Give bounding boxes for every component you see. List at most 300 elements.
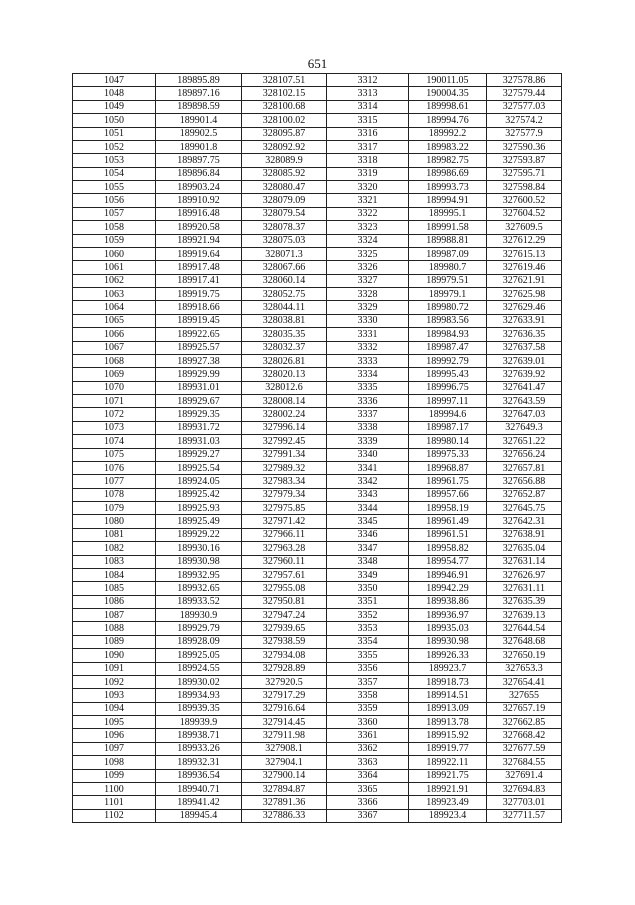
table-cell-point-id-left: 1057 [73, 207, 156, 220]
table-cell-x-left: 189931.01 [156, 381, 242, 394]
table-cell-point-id-left: 1084 [73, 568, 156, 581]
table-cell-point-id-left: 1051 [73, 127, 156, 140]
table-cell-point-id-left: 1101 [73, 796, 156, 809]
table-cell-point-id-left: 1094 [73, 702, 156, 715]
table-cell-y-right: 327593.87 [487, 154, 562, 167]
table-row [73, 595, 562, 608]
table-cell-x-left: 189929.35 [156, 408, 242, 421]
table-cell-y-left: 327894.87 [242, 782, 327, 795]
table-cell-point-id-left: 1089 [73, 635, 156, 648]
table-cell-point-id-left: 1095 [73, 716, 156, 729]
table-cell-y-left: 327900.14 [242, 769, 327, 782]
table-cell-point-id-right: 3329 [327, 301, 409, 314]
table-cell-point-id-left: 1073 [73, 421, 156, 434]
table-cell-y-left: 327947.24 [242, 609, 327, 622]
table-cell-point-id-right: 3338 [327, 421, 409, 434]
table-cell-x-right: 189935.03 [409, 622, 487, 635]
table-cell-point-id-right: 3318 [327, 154, 409, 167]
table-cell-point-id-left: 1049 [73, 100, 156, 113]
table-cell-y-right: 327649.3 [487, 421, 562, 434]
table-cell-y-right: 327574.2 [487, 114, 562, 127]
table-cell-y-right: 327677.59 [487, 742, 562, 755]
table-cell-x-left: 189910.92 [156, 194, 242, 207]
table-cell-point-id-left: 1081 [73, 528, 156, 541]
table-row [73, 247, 562, 260]
table-cell-point-id-right: 3324 [327, 234, 409, 247]
table-cell-y-left: 327891.36 [242, 796, 327, 809]
table-row [73, 181, 562, 194]
table-row [73, 328, 562, 341]
table-row [73, 769, 562, 782]
table-cell-x-left: 189902.5 [156, 127, 242, 140]
table-row [73, 475, 562, 488]
table-cell-point-id-left: 1050 [73, 114, 156, 127]
table-cell-x-right: 189988.81 [409, 234, 487, 247]
table-cell-x-left: 189932.65 [156, 582, 242, 595]
table-cell-point-id-left: 1102 [73, 809, 156, 822]
table-cell-x-right: 189993.73 [409, 181, 487, 194]
table-row [73, 502, 562, 515]
table-cell-point-id-right: 3350 [327, 582, 409, 595]
table-cell-y-right: 327657.19 [487, 702, 562, 715]
table-cell-y-left: 327886.33 [242, 809, 327, 822]
table-cell-y-left: 328079.09 [242, 194, 327, 207]
table-cell-x-left: 189917.48 [156, 261, 242, 274]
table-cell-point-id-right: 3325 [327, 247, 409, 260]
table-cell-x-left: 189921.94 [156, 234, 242, 247]
table-cell-point-id-left: 1088 [73, 622, 156, 635]
table-cell-point-id-right: 3335 [327, 381, 409, 394]
table-cell-y-left: 328052.75 [242, 288, 327, 301]
table-cell-point-id-left: 1053 [73, 154, 156, 167]
table-cell-y-left: 328044.11 [242, 301, 327, 314]
table-row [73, 74, 562, 87]
page-number: 651 [307, 56, 328, 71]
table-cell-x-left: 189939.35 [156, 702, 242, 715]
table-cell-y-left: 328100.68 [242, 100, 327, 113]
table-cell-x-right: 189997.11 [409, 395, 487, 408]
table-cell-x-right: 189991.58 [409, 221, 487, 234]
table-cell-point-id-right: 3361 [327, 729, 409, 742]
table-cell-x-right: 189918.73 [409, 675, 487, 688]
table-cell-point-id-right: 3333 [327, 354, 409, 367]
table-cell-y-left: 328067.66 [242, 261, 327, 274]
table-cell-x-right: 189923.4 [409, 809, 487, 822]
table-cell-x-right: 189914.51 [409, 689, 487, 702]
table-cell-x-left: 189919.75 [156, 288, 242, 301]
table-cell-y-right: 327643.59 [487, 395, 562, 408]
table-cell-x-right: 189942.29 [409, 582, 487, 595]
table-cell-x-right: 189995.1 [409, 207, 487, 220]
table-row [73, 261, 562, 274]
table-cell-y-right: 327656.88 [487, 475, 562, 488]
table-cell-point-id-left: 1074 [73, 435, 156, 448]
table-cell-point-id-left: 1059 [73, 234, 156, 247]
table-cell-point-id-left: 1065 [73, 314, 156, 327]
table-cell-y-left: 328107.51 [242, 74, 327, 87]
table-cell-x-right: 189980.14 [409, 435, 487, 448]
table-cell-y-left: 327920.5 [242, 675, 327, 688]
table-cell-y-left: 327975.85 [242, 502, 327, 515]
table-cell-point-id-right: 3332 [327, 341, 409, 354]
table-cell-y-right: 327579.44 [487, 87, 562, 100]
table-row [73, 488, 562, 501]
table-cell-y-right: 327633.91 [487, 314, 562, 327]
table-cell-point-id-right: 3342 [327, 475, 409, 488]
table-cell-y-left: 328095.87 [242, 127, 327, 140]
table-cell-x-left: 189919.64 [156, 247, 242, 260]
table-cell-point-id-right: 3353 [327, 622, 409, 635]
table-cell-y-left: 327939.65 [242, 622, 327, 635]
table-cell-x-right: 189975.33 [409, 448, 487, 461]
table-cell-x-left: 189895.89 [156, 74, 242, 87]
table-row [73, 408, 562, 421]
table-cell-point-id-left: 1067 [73, 341, 156, 354]
table-cell-point-id-left: 1066 [73, 328, 156, 341]
table-cell-point-id-left: 1082 [73, 542, 156, 555]
table-cell-x-right: 189961.75 [409, 475, 487, 488]
table-cell-y-left: 327934.08 [242, 649, 327, 662]
table-cell-y-left: 328012.6 [242, 381, 327, 394]
table-cell-y-right: 327694.83 [487, 782, 562, 795]
table-cell-point-id-left: 1097 [73, 742, 156, 755]
table-row [73, 354, 562, 367]
table-cell-point-id-left: 1071 [73, 395, 156, 408]
table-cell-x-right: 189979.1 [409, 288, 487, 301]
table-row [73, 622, 562, 635]
table-cell-point-id-left: 1063 [73, 288, 156, 301]
table-cell-x-left: 189932.95 [156, 568, 242, 581]
table-cell-point-id-right: 3323 [327, 221, 409, 234]
table-cell-x-right: 189923.49 [409, 796, 487, 809]
table-cell-x-left: 189929.99 [156, 368, 242, 381]
table-cell-y-right: 327635.39 [487, 595, 562, 608]
table-cell-y-right: 327684.55 [487, 756, 562, 769]
table-cell-point-id-left: 1087 [73, 609, 156, 622]
table-cell-point-id-right: 3357 [327, 675, 409, 688]
table-cell-y-right: 327650.19 [487, 649, 562, 662]
table-cell-point-id-right: 3321 [327, 194, 409, 207]
table-cell-y-right: 327691.4 [487, 769, 562, 782]
table-cell-y-right: 327711.57 [487, 809, 562, 822]
table-cell-y-right: 327654.41 [487, 675, 562, 688]
table-cell-y-left: 327991.34 [242, 448, 327, 461]
table-cell-y-right: 327577.03 [487, 100, 562, 113]
table-cell-x-right: 189958.19 [409, 502, 487, 515]
table-cell-y-right: 327626.97 [487, 568, 562, 581]
table-cell-x-left: 189929.79 [156, 622, 242, 635]
table-row [73, 542, 562, 555]
table-row [73, 782, 562, 795]
table-cell-y-right: 327655 [487, 689, 562, 702]
table-row [73, 381, 562, 394]
table-cell-x-right: 189994.76 [409, 114, 487, 127]
table-row [73, 127, 562, 140]
table-cell-y-right: 327625.98 [487, 288, 562, 301]
table-cell-x-left: 189917.41 [156, 274, 242, 287]
table-cell-point-id-right: 3364 [327, 769, 409, 782]
table-row [73, 675, 562, 688]
table-cell-point-id-right: 3358 [327, 689, 409, 702]
table-cell-y-left: 328075.03 [242, 234, 327, 247]
table-cell-x-left: 189925.42 [156, 488, 242, 501]
table-cell-point-id-right: 3331 [327, 328, 409, 341]
table-cell-point-id-left: 1069 [73, 368, 156, 381]
table-cell-y-right: 327598.84 [487, 181, 562, 194]
table-row [73, 716, 562, 729]
table-cell-point-id-left: 1099 [73, 769, 156, 782]
table-cell-x-left: 189897.75 [156, 154, 242, 167]
table-cell-y-left: 328038.81 [242, 314, 327, 327]
table-cell-y-left: 328078.37 [242, 221, 327, 234]
table-cell-y-right: 327578.86 [487, 74, 562, 87]
table-cell-y-left: 327916.64 [242, 702, 327, 715]
table-cell-point-id-left: 1092 [73, 675, 156, 688]
table-cell-point-id-right: 3313 [327, 87, 409, 100]
table-cell-point-id-right: 3330 [327, 314, 409, 327]
table-cell-point-id-right: 3334 [327, 368, 409, 381]
table-cell-y-right: 327656.24 [487, 448, 562, 461]
table-cell-x-left: 189918.66 [156, 301, 242, 314]
table-cell-y-left: 327911.98 [242, 729, 327, 742]
table-cell-point-id-right: 3340 [327, 448, 409, 461]
table-cell-x-left: 189924.55 [156, 662, 242, 675]
table-cell-x-left: 189896.84 [156, 167, 242, 180]
table-cell-point-id-right: 3360 [327, 716, 409, 729]
table-cell-y-left: 327960.11 [242, 555, 327, 568]
table-cell-y-left: 327979.34 [242, 488, 327, 501]
table-cell-x-left: 189916.48 [156, 207, 242, 220]
table-cell-y-left: 327963.28 [242, 542, 327, 555]
table-cell-x-right: 189987.09 [409, 247, 487, 260]
table-cell-y-left: 327996.14 [242, 421, 327, 434]
table-cell-x-right: 189922.11 [409, 756, 487, 769]
table-cell-y-right: 327595.71 [487, 167, 562, 180]
table-row [73, 395, 562, 408]
table-cell-point-id-left: 1091 [73, 662, 156, 675]
table-row [73, 635, 562, 648]
table-cell-point-id-right: 3317 [327, 140, 409, 153]
table-cell-y-right: 327621.91 [487, 274, 562, 287]
table-cell-x-left: 189931.03 [156, 435, 242, 448]
table-cell-point-id-left: 1061 [73, 261, 156, 274]
table-cell-point-id-left: 1062 [73, 274, 156, 287]
table-cell-y-left: 328080.47 [242, 181, 327, 194]
table-row [73, 689, 562, 702]
table-cell-x-left: 189920.58 [156, 221, 242, 234]
table-cell-y-right: 327600.52 [487, 194, 562, 207]
table-cell-x-right: 189983.22 [409, 140, 487, 153]
table-cell-x-left: 189930.02 [156, 675, 242, 688]
table-cell-point-id-left: 1060 [73, 247, 156, 260]
table-row [73, 662, 562, 675]
table-cell-x-right: 189926.33 [409, 649, 487, 662]
table-cell-y-right: 327604.52 [487, 207, 562, 220]
table-row [73, 114, 562, 127]
table-cell-x-right: 189936.97 [409, 609, 487, 622]
table-cell-point-id-right: 3320 [327, 181, 409, 194]
table-body [73, 74, 562, 823]
table-cell-y-left: 327938.59 [242, 635, 327, 648]
table-cell-y-left: 327992.45 [242, 435, 327, 448]
table-row [73, 742, 562, 755]
table-cell-y-right: 327645.75 [487, 502, 562, 515]
table-cell-point-id-right: 3367 [327, 809, 409, 822]
table-cell-x-left: 189938.71 [156, 729, 242, 742]
table-cell-point-id-left: 1054 [73, 167, 156, 180]
table-row [73, 100, 562, 113]
table-cell-y-left: 328032.37 [242, 341, 327, 354]
table-cell-x-left: 189929.67 [156, 395, 242, 408]
table-cell-point-id-left: 1080 [73, 515, 156, 528]
table-cell-x-left: 189922.65 [156, 328, 242, 341]
table-cell-point-id-right: 3322 [327, 207, 409, 220]
table-cell-y-left: 328092.92 [242, 140, 327, 153]
table-cell-y-left: 327950.81 [242, 595, 327, 608]
table-row [73, 87, 562, 100]
table-cell-x-right: 189995.43 [409, 368, 487, 381]
table-cell-x-left: 189941.42 [156, 796, 242, 809]
table-cell-point-id-right: 3346 [327, 528, 409, 541]
table-cell-point-id-right: 3351 [327, 595, 409, 608]
table-cell-y-left: 328002.24 [242, 408, 327, 421]
table-cell-y-left: 327989.32 [242, 461, 327, 474]
table-cell-y-right: 327642.31 [487, 515, 562, 528]
table-cell-point-id-left: 1098 [73, 756, 156, 769]
table-cell-point-id-left: 1090 [73, 649, 156, 662]
table-cell-point-id-left: 1058 [73, 221, 156, 234]
table-row [73, 528, 562, 541]
table-cell-x-right: 189921.75 [409, 769, 487, 782]
table-row [73, 368, 562, 381]
table-cell-point-id-left: 1083 [73, 555, 156, 568]
table-cell-point-id-left: 1075 [73, 448, 156, 461]
table-cell-y-left: 328102.15 [242, 87, 327, 100]
table-cell-y-right: 327651.22 [487, 435, 562, 448]
table-cell-x-right: 189994.91 [409, 194, 487, 207]
table-cell-x-left: 189931.72 [156, 421, 242, 434]
table-row [73, 555, 562, 568]
table-cell-x-right: 189996.75 [409, 381, 487, 394]
table-cell-point-id-right: 3354 [327, 635, 409, 648]
table-cell-x-left: 189933.52 [156, 595, 242, 608]
table-cell-y-right: 327577.9 [487, 127, 562, 140]
table-cell-y-right: 327590.36 [487, 140, 562, 153]
table-row [73, 796, 562, 809]
table-cell-y-right: 327631.11 [487, 582, 562, 595]
table-cell-x-left: 189925.54 [156, 461, 242, 474]
table-cell-y-right: 327644.54 [487, 622, 562, 635]
table-cell-x-right: 189987.17 [409, 421, 487, 434]
table-cell-x-right: 189938.86 [409, 595, 487, 608]
table-cell-y-right: 327641.47 [487, 381, 562, 394]
table-cell-x-right: 189998.61 [409, 100, 487, 113]
table-cell-point-id-right: 3356 [327, 662, 409, 675]
table-cell-x-left: 189897.16 [156, 87, 242, 100]
table-cell-x-right: 189919.77 [409, 742, 487, 755]
table-row [73, 435, 562, 448]
table-cell-x-right: 189930.98 [409, 635, 487, 648]
table-cell-x-left: 189925.05 [156, 649, 242, 662]
table-cell-point-id-right: 3365 [327, 782, 409, 795]
table-cell-y-right: 327647.03 [487, 408, 562, 421]
table-cell-point-id-left: 1055 [73, 181, 156, 194]
table-row [73, 582, 562, 595]
table-cell-y-right: 327639.01 [487, 354, 562, 367]
table-cell-y-right: 327653.3 [487, 662, 562, 675]
table-cell-point-id-right: 3312 [327, 74, 409, 87]
table-cell-point-id-right: 3344 [327, 502, 409, 515]
table-cell-point-id-left: 1052 [73, 140, 156, 153]
table-cell-x-right: 189957.66 [409, 488, 487, 501]
table-cell-point-id-right: 3327 [327, 274, 409, 287]
table-cell-y-left: 327971.42 [242, 515, 327, 528]
table-cell-y-right: 327612.29 [487, 234, 562, 247]
table-cell-x-left: 189928.09 [156, 635, 242, 648]
table-cell-x-left: 189925.49 [156, 515, 242, 528]
table-cell-point-id-left: 1048 [73, 87, 156, 100]
table-cell-y-right: 327639.13 [487, 609, 562, 622]
table-cell-x-left: 189924.05 [156, 475, 242, 488]
table-cell-y-left: 328071.3 [242, 247, 327, 260]
table-cell-point-id-right: 3315 [327, 114, 409, 127]
table-cell-x-right: 189946.91 [409, 568, 487, 581]
table-cell-y-right: 327652.87 [487, 488, 562, 501]
table-cell-point-id-left: 1077 [73, 475, 156, 488]
table-cell-y-right: 327657.81 [487, 461, 562, 474]
table-cell-x-right: 189987.47 [409, 341, 487, 354]
table-cell-y-left: 328100.02 [242, 114, 327, 127]
table-cell-y-left: 327955.08 [242, 582, 327, 595]
table-cell-x-right: 189961.49 [409, 515, 487, 528]
table-cell-x-right: 189968.87 [409, 461, 487, 474]
table-cell-point-id-right: 3345 [327, 515, 409, 528]
table-row [73, 609, 562, 622]
table-cell-y-right: 327631.14 [487, 555, 562, 568]
table-cell-y-left: 327983.34 [242, 475, 327, 488]
table-cell-point-id-right: 3339 [327, 435, 409, 448]
table-cell-x-right: 189983.56 [409, 314, 487, 327]
table-row [73, 274, 562, 287]
table-row [73, 288, 562, 301]
table-cell-x-right: 190004.35 [409, 87, 487, 100]
table-cell-point-id-right: 3362 [327, 742, 409, 755]
table-cell-y-left: 327908.1 [242, 742, 327, 755]
table-cell-x-right: 189982.75 [409, 154, 487, 167]
table-cell-y-right: 327636.35 [487, 328, 562, 341]
table-row [73, 207, 562, 220]
table-row [73, 140, 562, 153]
table-cell-y-right: 327619.46 [487, 261, 562, 274]
table-cell-point-id-right: 3316 [327, 127, 409, 140]
table-cell-x-left: 189930.98 [156, 555, 242, 568]
table-row [73, 314, 562, 327]
table-cell-y-right: 327639.92 [487, 368, 562, 381]
coordinate-table [72, 73, 562, 823]
table-cell-point-id-right: 3363 [327, 756, 409, 769]
table-cell-x-left: 189929.22 [156, 528, 242, 541]
table-cell-y-right: 327609.5 [487, 221, 562, 234]
table-cell-x-right: 189980.72 [409, 301, 487, 314]
table-cell-x-right: 189915.92 [409, 729, 487, 742]
table-cell-y-right: 327662.85 [487, 716, 562, 729]
table-cell-y-left: 327957.61 [242, 568, 327, 581]
table-cell-y-right: 327648.68 [487, 635, 562, 648]
table-cell-point-id-left: 1070 [73, 381, 156, 394]
table-row [73, 167, 562, 180]
table-cell-x-left: 189945.4 [156, 809, 242, 822]
table-cell-y-left: 327914.45 [242, 716, 327, 729]
